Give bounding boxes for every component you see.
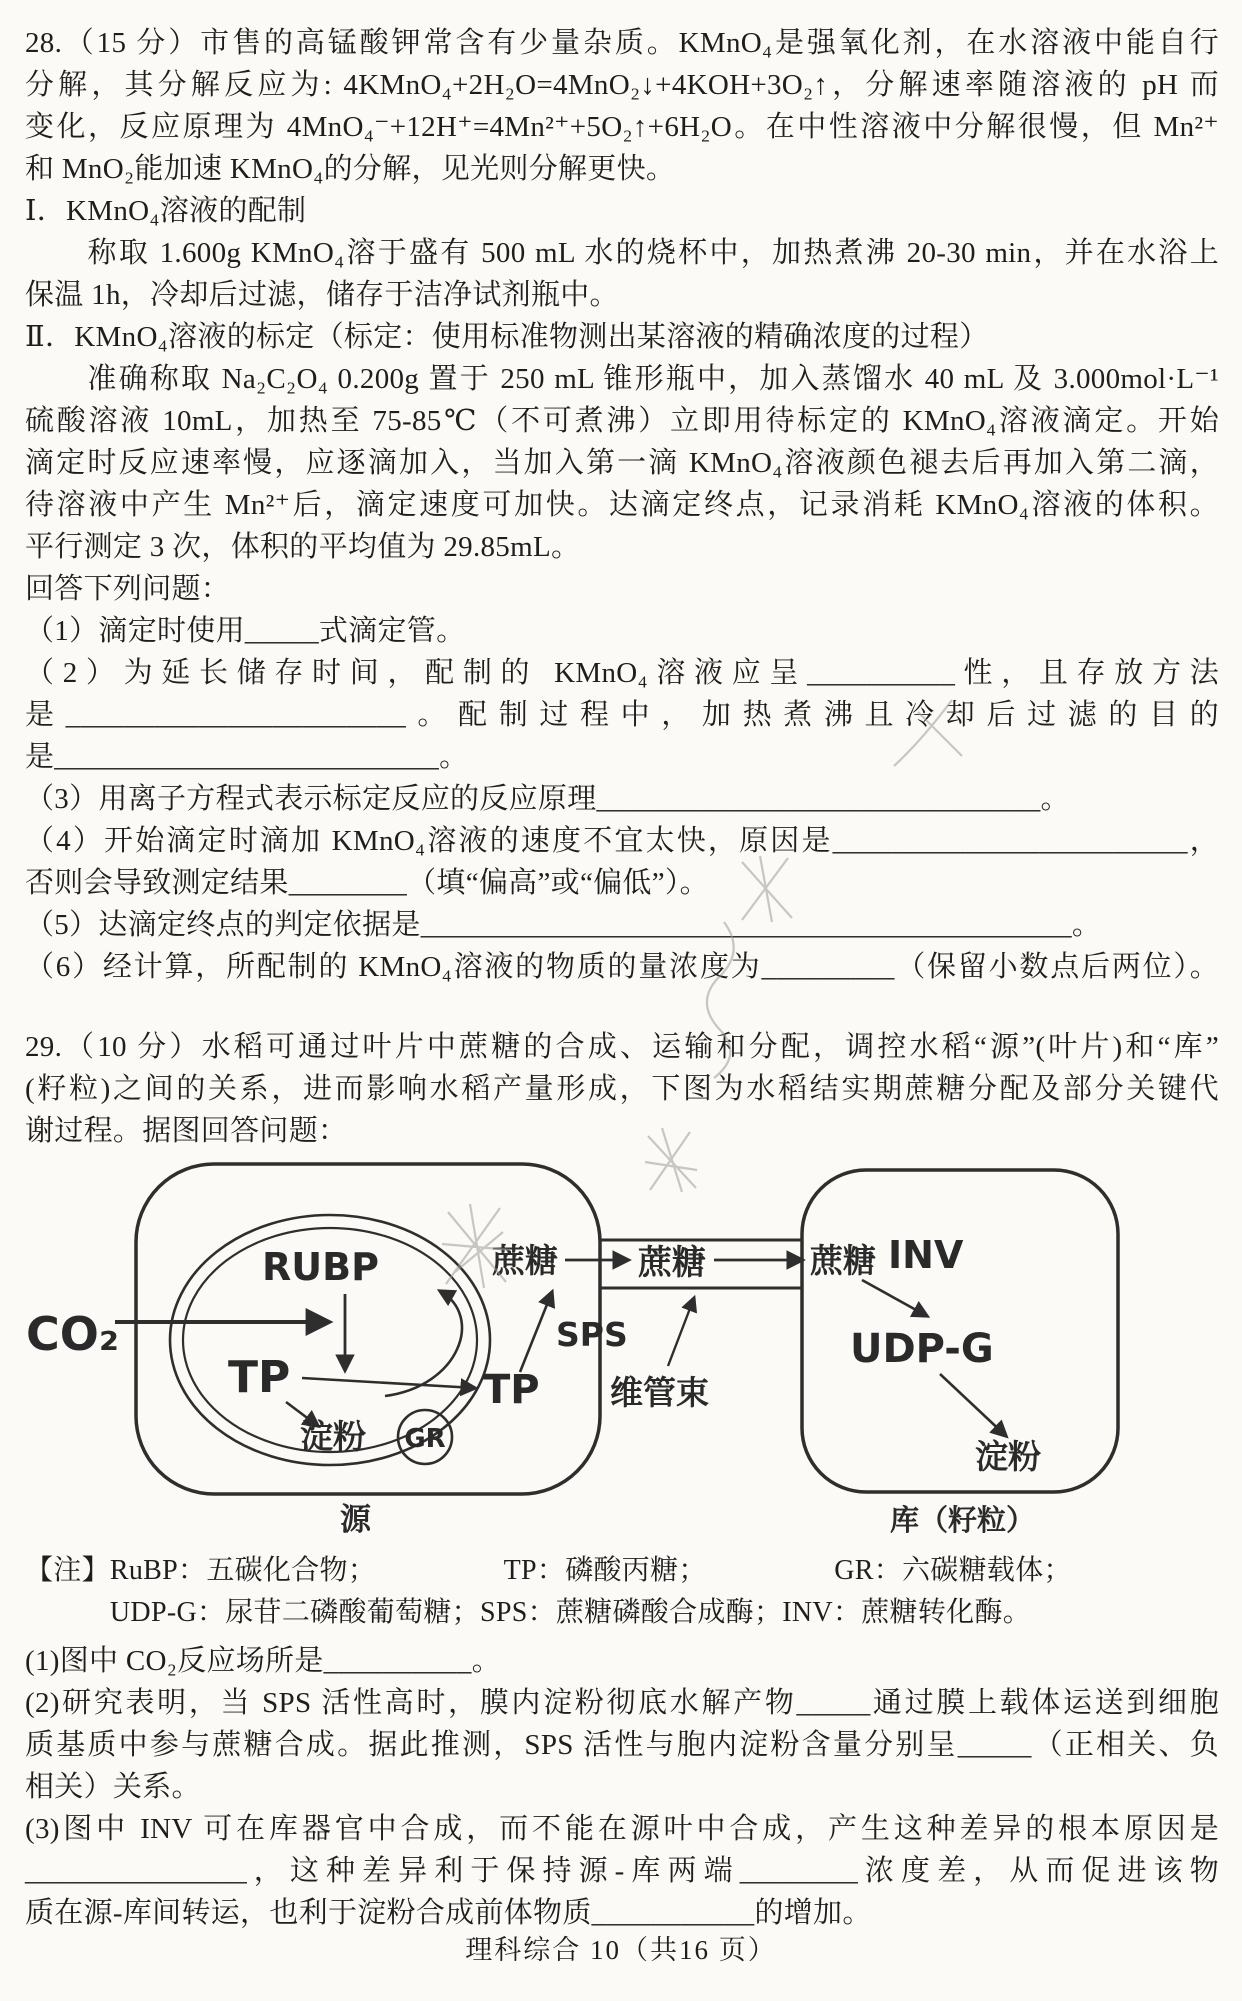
text-line: 变化，反应原理为 4MnO₄⁻+12H⁺=4Mn²⁺+5O₂↑+6H₂O。在中性溶液中分解很慢，但 Mn²⁺ xyxy=(25,111,1219,143)
text-line: _______________，这种差异利于保持源-库两端________浓度差，从而促进该物 xyxy=(25,1855,1219,1887)
text-line: 分解，其分解反应为: 4KMnO₄+2H₂O=4MnO₂↓+4KOH+3O₂↑，分解速率随溶液的 pH 而 xyxy=(25,69,1219,101)
text-line: （6）经计算，所配制的 KMnO₄溶液的物质的量浓度为_________（保留小数点后两位）。 xyxy=(25,951,1219,983)
rubp-label: RUBP xyxy=(262,1245,379,1289)
udpg-to-starch-arrow xyxy=(940,1374,1006,1436)
text-line: 是__________________________。 xyxy=(25,741,469,773)
question-29-intro-block xyxy=(25,1026,1219,1152)
text-line: 28.（15 分）市售的高锰酸钾常含有少量杂质。KMnO₄是强氧化剂，在水溶液中能自行 xyxy=(25,27,1219,59)
text-line: （2）为延长储存时间，配制的 KMnO₄溶液应呈__________性，且存放方法 xyxy=(25,657,1219,689)
text-line: 保温 1h，冷却后过滤，储存于洁净试剂瓶中。 xyxy=(25,279,619,311)
text-line: 硫酸溶液 10mL，加热至 75-85℃（不可煮沸）立即用待标定的 KMnO₄溶液滴定。开始 xyxy=(25,405,1219,437)
source-cell-outline xyxy=(136,1164,600,1494)
sps-synthesis-arrow xyxy=(520,1292,552,1372)
text-line: 是_______________________。配制过程中，加热煮沸且冷却后过滤的目的 xyxy=(25,699,1219,731)
text-line: 待溶液中产生 Mn²⁺后，滴定速度可加快。达滴定终点，记录消耗 KMnO₄溶液的体积。 xyxy=(25,489,1219,521)
tp-stroma-label: TP xyxy=(228,1352,291,1403)
text-line: Ⅱ．KMnO₄溶液的标定（标定：使用标准物测出某溶液的精确浓度的过程） xyxy=(25,321,989,353)
text-line: (2)研究表明，当 SPS 活性高时，膜内淀粉彻底水解产物_____通过膜上载体运送到细胞 xyxy=(25,1687,1219,1719)
text-line: (1)图中 CO₂反应场所是__________。 xyxy=(25,1645,501,1677)
text-line: 和 MnO₂能加速 KMnO₄的分解，见光则分解更快。 xyxy=(25,153,676,185)
tp-export-arrow xyxy=(302,1378,475,1388)
sucrose-source-label: 蔗糖 xyxy=(492,1241,558,1280)
text-line: Ⅰ．KMnO₄溶液的配制 xyxy=(25,195,307,227)
sps-label: SPS xyxy=(556,1315,628,1354)
text-line: 相关）关系。 xyxy=(25,1771,201,1803)
sucrose-sink-label: 蔗糖 xyxy=(810,1241,876,1280)
sucrose-pathway-diagram xyxy=(0,1150,1242,1550)
text-line: 【注】RuBP：五碳化合物； TP：磷酸丙糖； GR：六碳糖载体； xyxy=(25,1555,1072,1586)
text-line: (籽粒)之间的关系，进而影响水稻产量形成，下图为水稻结实期蔗糖分配及部分关键代 xyxy=(25,1073,1219,1105)
text-line: （5）达滴定终点的判定依据是____________________________________________。 xyxy=(25,909,1102,941)
text-line: 平行测定 3 次，体积的平均值为 29.85mL。 xyxy=(25,531,581,563)
starch-sink-label: 淀粉 xyxy=(975,1437,1041,1476)
text-line: （1）滴定时使用_____式滴定管。 xyxy=(25,615,466,647)
sink-caption: 库（籽粒） xyxy=(890,1503,1036,1537)
text-line: （3）用离子方程式表示标定反应的反应原理______________________________。 xyxy=(25,783,1070,815)
text-line: 滴定时反应速率慢，应逐滴加入，当加入第一滴 KMnO₄溶液颜色褪去后再加入第二滴， xyxy=(25,447,1219,479)
vascular-bundle-pointer-arrow xyxy=(668,1298,694,1366)
text-line: 谢过程。据图回答问题： xyxy=(25,1115,348,1147)
text-line: 质在源-库间转运，也利于淀粉合成前体物质___________的增加。 xyxy=(25,1897,872,1929)
co2-label: CO₂ xyxy=(26,1307,120,1361)
udpg-label: UDP-G xyxy=(850,1326,994,1372)
question-28-block xyxy=(25,22,1219,988)
text-line: (3)图中 INV 可在库器官中合成，而不能在源叶中合成，产生这种差异的根本原因是 xyxy=(25,1813,1219,1845)
question-29-items-block xyxy=(25,1640,1219,1934)
text-line: 回答下列问题： xyxy=(25,573,231,605)
sucrose-phloem-label: 蔗糖 xyxy=(638,1243,706,1283)
inv-label: INV xyxy=(888,1233,964,1277)
text-line: UDP-G：尿苷二磷酸葡萄糖；SPS：蔗糖磷酸合成酶；INV：蔗糖转化酶。 xyxy=(25,1597,1032,1628)
text-line: （4）开始滴定时滴加 KMnO₄溶液的速度不宜太快，原因是________________________， xyxy=(25,825,1219,857)
starch-source-label: 淀粉 xyxy=(300,1417,366,1456)
gr-label: GR xyxy=(404,1424,446,1454)
vascular-bundle-label: 维管束 xyxy=(610,1373,709,1412)
calvin-cycle-return-arrow xyxy=(385,1291,462,1396)
page-footer: 理科综合 10（共16 页） xyxy=(465,1935,777,1965)
text-line: 否则会导致测定结果________（填“偏高”或“偏低”）。 xyxy=(25,867,709,899)
text-line: 质基质中参与蔗糖合成。据此推测，SPS 活性与胞内淀粉含量分别呈_____（正相关、负 xyxy=(25,1729,1219,1761)
diagram-note-block xyxy=(25,1550,1219,1634)
text-line: 准确称取 Na₂C₂O₄ 0.200g 置于 250 mL 锥形瓶中，加入蒸馏水 40 mL 及 3.000mol·L⁻¹ xyxy=(25,363,1219,395)
source-caption: 源 xyxy=(340,1502,371,1538)
sucrose-to-udpg-arrow xyxy=(862,1280,927,1316)
text-line: 29.（10 分）水稻可通过叶片中蔗糖的合成、运输和分配，调控水稻“源”(叶片)和“库” xyxy=(25,1031,1219,1063)
text-line: 称取 1.600g KMnO₄溶于盛有 500 mL 水的烧杯中，加热煮沸 20-30 min，并在水浴上 xyxy=(25,237,1219,269)
tp-cytosol-label: TP xyxy=(483,1367,540,1413)
